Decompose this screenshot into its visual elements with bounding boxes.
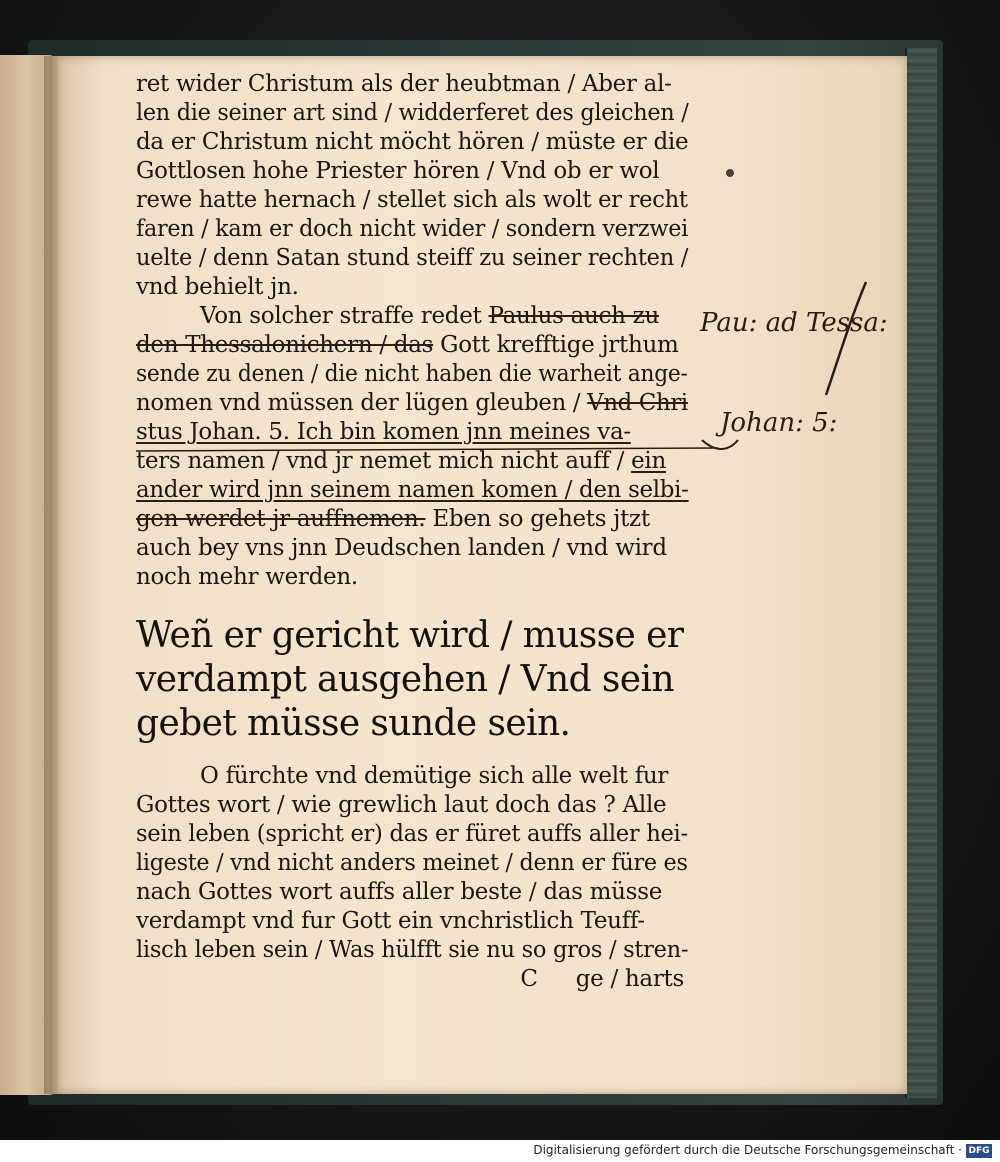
- text-line: uelte / denn Satan stund steiff zu seiner rechten /: [136, 245, 689, 271]
- catchword: ge / harts: [575, 966, 684, 992]
- text-span: Gott krefftige jrthum: [433, 332, 679, 358]
- paragraph-2: [136, 762, 688, 994]
- text-line: len die seiner art sind / widderferet des gleichen /: [136, 100, 689, 126]
- page-text: [136, 70, 688, 994]
- paragraph-line: [136, 331, 688, 360]
- paragraph-line: [136, 302, 688, 331]
- text-line: rewe hatte hernach / stellet sich als wolt er recht: [136, 187, 688, 213]
- text-span: Eben so gehets jtzt: [425, 506, 650, 532]
- margin-note-paul: Pau: ad Tessa:: [700, 308, 888, 338]
- text-line: vnd behielt jn.: [136, 274, 299, 300]
- paragraph-line: sende zu denen / die nicht haben die warheit ange-: [136, 361, 688, 387]
- paragraph-line: Gottes wort / wie grewlich laut doch das ? Alle: [136, 792, 667, 818]
- struck-text: Paulus auch zu: [488, 303, 659, 329]
- margin-note-john: Johan: 5:: [720, 408, 838, 438]
- text-span: nomen vnd müssen der lügen gleuben /: [136, 390, 588, 416]
- text-line: faren / kam er doch nicht wider / sondern verzwei: [136, 216, 688, 242]
- page-foot-line: [136, 965, 688, 994]
- struck-text: gen werdet jr auffnemen.: [136, 506, 426, 532]
- underlined-line: ander wird jnn seinem namen komen / den selbi-: [136, 477, 689, 503]
- text-span: ters namen / vnd jr nemet mich nicht auff /: [136, 448, 632, 474]
- text-line: da er Christum nicht möcht hören / müste er die: [136, 129, 689, 155]
- paragraph-line: ligeste / vnd nicht anders meinet / denn er füre es: [136, 850, 688, 876]
- ink-dot: [726, 169, 734, 177]
- spine-shadow: [44, 56, 58, 1094]
- text-span: Von solcher straffe redet: [200, 303, 489, 329]
- page-edges: [905, 48, 937, 1098]
- heading-line: Weñ er gericht wird / musse er: [136, 615, 684, 656]
- paragraph-line: [136, 505, 688, 534]
- paragraph-line: noch mehr werden.: [136, 564, 358, 590]
- struck-text: den Thessalonichern / das: [136, 332, 434, 358]
- signature-mark: C: [520, 966, 538, 992]
- paragraph-line: lisch leben sein / Was hülfft sie nu so gros / stren-: [136, 937, 689, 963]
- paragraph-line: verdampt vnd fur Gott ein vnchristlich Teuff-: [136, 908, 645, 934]
- paragraph-line: O fürchte vnd demütige sich alle welt fur: [200, 763, 669, 789]
- footer-credit: Digitalisierung gefördert durch die Deutsche Forschungsgemeinschaft ·: [533, 1143, 962, 1157]
- paragraph-line: nach Gottes wort auffs aller beste / das müsse: [136, 879, 663, 905]
- paragraph-line: [136, 447, 688, 476]
- paragraph-line: auch bey vns jnn Deudschen landen / vnd wird: [136, 535, 667, 561]
- heading-line: gebet müsse sunde sein.: [136, 703, 571, 744]
- paragraph-line: sein leben (spricht er) das er füret auffs aller hei-: [136, 821, 688, 847]
- section-heading: [136, 614, 688, 746]
- struck-text: Vnd Chri: [587, 390, 688, 416]
- heading-line: verdampt ausgehen / Vnd sein: [136, 659, 674, 700]
- underlined-text: ein: [631, 448, 666, 474]
- dfg-logo: DFG: [966, 1144, 992, 1158]
- underlined-line: stus Johan. 5. Ich bin komen jnn meines va-: [136, 419, 631, 445]
- text-line: Gottlosen hohe Priester hören / Vnd ob er wol: [136, 158, 660, 184]
- paragraph-line: [136, 389, 688, 418]
- text-line: ret wider Christum als der heubtman / Aber al-: [136, 71, 672, 97]
